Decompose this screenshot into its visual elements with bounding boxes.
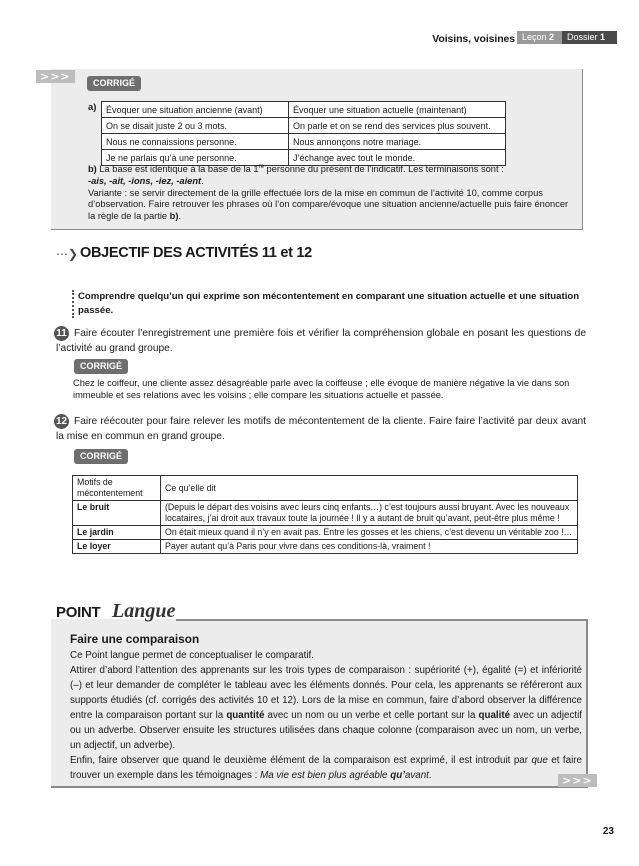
table-row (73, 540, 578, 554)
table-row (73, 476, 578, 501)
table-cell: (Depuis le départ des voisins avec leurs cinq enfants…) c’est toujours aussi bruyant. Avec les nouveaux locataires, j’ai droit aux travaux toute la journée ! Il y a autant de bruit qu’avant, peut-être plus même ! (161, 501, 578, 526)
verb-endings: -ais, -ait, -ions, -iez, -aient (88, 175, 202, 186)
table-cell: Nous ne connaissions personne. (102, 134, 289, 150)
table-row (102, 118, 506, 134)
lesson-number: 2 (549, 32, 555, 42)
dossier-label: Dossier (567, 32, 598, 42)
table-cell: Le loyer (73, 540, 161, 554)
table-cell: On parle et on se rend des services plus souvent. (289, 118, 506, 134)
variante-text: Variante : se servir directement de la grille effectuée lors de la mise en commun de l’activité 10, comme corpus d’observation. Faire retrouver les phrases où l’on compare/évoque une situation ancienne/actuelle puis faire énoncer la règle de la partie (88, 187, 569, 222)
table-cell: J’échange avec tout le monde. (289, 150, 506, 166)
table-cell: Le bruit (73, 501, 161, 526)
table-cell: Le jardin (73, 526, 161, 540)
italic-word: que (531, 755, 548, 766)
table-row (73, 501, 578, 526)
mecontentement-table (72, 475, 578, 554)
table-row (102, 102, 506, 118)
running-header-title: Voisins, voisines (432, 33, 515, 45)
arrows-left-icon: >>> (36, 70, 75, 83)
arrows-right-icon: >>> (558, 774, 597, 787)
dotted-rule (72, 290, 75, 318)
point-langue-p3b: et faire trouver un exemple dans les témoignages : (70, 755, 582, 781)
corrige-badge: CORRIGÉ (74, 359, 128, 374)
table-cell: On se disait juste 2 ou 3 mots. (102, 118, 289, 134)
bold-word: qualité (478, 710, 511, 721)
point-langue-title-langue: Langue (112, 600, 176, 622)
point-langue-title-point: POINT (56, 604, 101, 621)
dossier-number: 1 (600, 32, 606, 42)
superscript: re (258, 164, 264, 170)
part-a-label: a) (88, 102, 97, 113)
activity-number-11: 11 (54, 326, 69, 341)
point-langue-p2-mid: avec un nom ou un verbe et celle portant sur la (264, 710, 479, 721)
bold-word: quantité (226, 710, 265, 721)
example-part: Ma vie est bien plus agréable (260, 770, 391, 781)
activity-11-text: Faire écouter l’enregistrement une première fois et vérifier la compréhension globale en posant les questions de l’activité au grand groupe. (56, 328, 586, 354)
table-cell: On était mieux quand il n’y en avait pas. Entre les gosses et les chiens, c’est devenu un véritable zoo !… (161, 526, 578, 540)
table-cell: Évoquer une situation ancienne (avant) (102, 102, 289, 118)
example-end: avant (404, 770, 429, 781)
part-b-label: b) (88, 164, 97, 175)
corrige-badge: CORRIGÉ (74, 449, 128, 464)
lesson-label: Leçon (522, 32, 547, 42)
table-header-cell: Ce qu’elle dit (161, 476, 578, 501)
point-langue-p2a: Attirer d’abord l’attention des apprenants sur les trois types de comparaison : supériorité (+), égalité (=) et infériorité (–) et leur demander de compléter le tableau avec les éléments donnés. Pour cela, les apprenants se référeront aux supports étudiés (cf. corrigés des activités 10 et 12). Lors de la mise en commun, faire d’abord observer la différence entre la comparaison portant sur la (70, 665, 582, 721)
variante-ref: b) (169, 211, 179, 222)
point-langue-p1: Ce Point langue permet de conceptualiser le comparatif. (70, 650, 314, 661)
table-row (73, 526, 578, 540)
part-b-text: b) La base est identique à la base de la 1re personne du présent de l’indicatif. Les terminaisons sont : -ais, -ait, -ions, -iez, -aient. Variante : se servir directement de la grille effectuée lors de la mise en commun de l’activité 10, comme corpus d’observation. Faire retrouver les phrases où l’on compare/évoque une situation ancienne/actuelle puis faire énoncer la règle de la partie b). (88, 164, 569, 222)
objective-subtitle: Comprendre quelqu’un qui exprime son mécontentement en comparant une situation actuelle et une situation passée. (78, 291, 580, 316)
example-bold: qu’ (390, 770, 405, 781)
table-row (102, 134, 506, 150)
activity-12-text: Faire réécouter pour faire relever les motifs de mécontentement de la cliente. Faire faire l’activité par deux avant la mise en commun en grand groupe. (56, 416, 586, 442)
dotted-arrow-icon: ⋯❯ (56, 247, 79, 261)
table-cell: Nous annonçons notre mariage. (289, 134, 506, 150)
activity-11-corrige: Chez le coiffeur, une cliente assez désagréable parle avec la coiffeuse ; elle évoque de manière négative la vie dans son immeuble et ses relations avec les voisins ; elle compare les situations actuelle et passée. (73, 378, 570, 400)
point-langue-p2b: avec un adjectif ou un adverbe. Observer ensuite les structures utilisées dans chaque colonne (comparaison avec un nom, un verbe, un adjectif, un adverbe). (70, 710, 582, 751)
page-number: 23 (602, 826, 614, 837)
part-b-sentence-2: personne du présent de l’indicatif. Les terminaisons sont : (263, 164, 504, 175)
comparison-table (101, 101, 506, 166)
objective-title: OBJECTIF DES ACTIVITÉS 11 et 12 (80, 245, 312, 261)
point-langue-subtitle: Faire une comparaison (70, 632, 200, 646)
activity-number-12: 12 (55, 416, 68, 427)
table-cell: Évoquer une situation actuelle (maintenant) (289, 102, 506, 118)
part-b-sentence: La base est identique à la base de la 1 (99, 164, 259, 175)
example-text (260, 770, 429, 781)
point-langue-rule (176, 619, 586, 621)
table-header-cell: Motifs de mécontentement (73, 476, 161, 501)
table-cell: Payer autant qu’à Paris pour vivre dans ces conditions-là, vraiment ! (161, 540, 578, 554)
point-langue-p3a: Enfin, faire observer que quand le deuxième élément de la comparaison est exprimé, il est introduit par (70, 755, 532, 766)
dossier-tag (562, 31, 617, 44)
corrige-badge: CORRIGÉ (87, 76, 141, 91)
point-langue-text: Ce Point langue permet de conceptualiser le comparatif. Attirer d’abord l’attention des apprenants sur les trois types de comparaison : supériorité (+), égalité (=) et infériorité (–) et leur demander de compléter le tableau avec les éléments donnés. Pour cela, les apprenants se référeront aux supports étudiés (cf. corrigés des activités 10 et 12). Lors de la mise en commun, faire d’abord observer la différence entre la comparaison portant sur la quantité avec un nom ou un verbe et celle portant sur la qualité avec un adjectif ou un adverbe. Observer ensuite les structures utilisées dans chaque colonne (comparaison avec un nom, un verbe, un adjectif, un adverbe). Enfin, faire observer que quand le deuxième élément de la comparaison est exprimé, il est introduit par que et faire trouver un exemple dans les témoignages : Ma vie est bien plus agréable qu’avant. (70, 650, 582, 781)
table-cell: Je ne parlais qu’à une personne. (102, 150, 289, 166)
